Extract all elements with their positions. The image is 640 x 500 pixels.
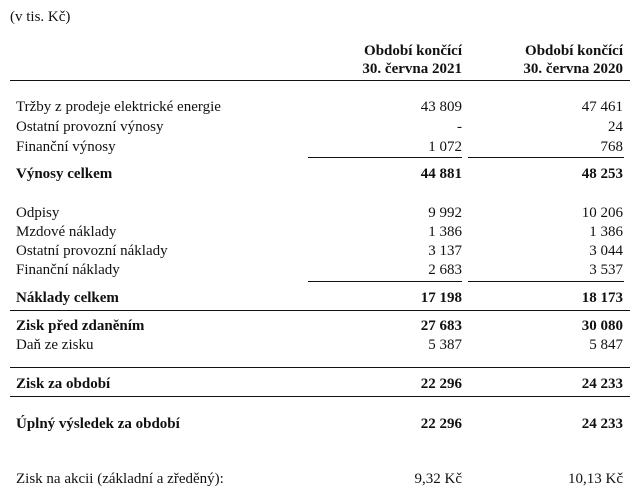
- total-row: [0, 164, 640, 184]
- table-row: [0, 335, 640, 355]
- total-row: [0, 288, 640, 308]
- row-label: Finanční výnosy: [16, 139, 116, 155]
- value-2020: 3 044: [589, 243, 623, 259]
- value-2021: 5 387: [428, 337, 462, 353]
- subtotal-rule-2021: [308, 157, 462, 158]
- table-row: [0, 260, 640, 280]
- table-row: [0, 97, 640, 117]
- value-2021: 9,32 Kč: [414, 471, 462, 487]
- table-row: [0, 137, 640, 157]
- header-rule: [10, 80, 630, 81]
- table-row: [0, 203, 640, 223]
- row-label: Zisk před zdaněním: [16, 318, 145, 334]
- column-header-line2: 30. června 2021: [362, 61, 462, 77]
- row-label: Ostatní provozní výnosy: [16, 119, 164, 135]
- column-header-2021: [302, 42, 462, 78]
- row-label: Tržby z prodeje elektrické energie: [16, 99, 221, 115]
- value-2020: 1 386: [589, 224, 623, 240]
- row-label: Daň ze zisku: [16, 337, 94, 353]
- value-2021: 1 072: [428, 139, 462, 155]
- value-2020: 47 461: [581, 99, 623, 115]
- total-row: [0, 316, 640, 336]
- row-label: Zisk za období: [16, 376, 111, 392]
- eps-row: [0, 469, 640, 489]
- value-2021: 17 198: [420, 290, 462, 306]
- row-label: Náklady celkem: [16, 290, 119, 306]
- row-label: Finanční náklady: [16, 262, 120, 278]
- value-2021: 27 683: [420, 318, 462, 334]
- value-2021: 9 992: [428, 205, 462, 221]
- row-label: Ostatní provozní náklady: [16, 243, 168, 259]
- value-2021: 44 881: [420, 166, 462, 182]
- total-row: [0, 414, 640, 434]
- table-row: [0, 117, 640, 137]
- row-label: Mzdové náklady: [16, 224, 117, 240]
- section-rule: [10, 367, 630, 368]
- row-label: Úplný výsledek za období: [16, 416, 180, 432]
- subtotal-rule-2020: [468, 157, 624, 158]
- value-2021: 2 683: [428, 262, 462, 278]
- column-header-2020: [463, 42, 623, 78]
- value-2020: 3 537: [589, 262, 623, 278]
- value-2021: 22 296: [420, 376, 462, 392]
- value-2020: 24 233: [581, 376, 623, 392]
- table-row: [0, 222, 640, 242]
- subtotal-rule-2020: [468, 281, 624, 282]
- value-2021: 43 809: [420, 99, 462, 115]
- value-2020: 18 173: [581, 290, 623, 306]
- total-row: [0, 374, 640, 394]
- subtotal-rule-2021: [308, 281, 462, 282]
- value-2020: 30 080: [581, 318, 623, 334]
- column-header-line1: Období končící: [364, 43, 462, 59]
- section-rule: [10, 310, 630, 311]
- table-row: [0, 241, 640, 261]
- value-2021: 1 386: [428, 224, 462, 240]
- row-label: Zisk na akcii (základní a zředěný):: [16, 471, 224, 487]
- value-2021: 22 296: [420, 416, 462, 432]
- value-2021: 3 137: [428, 243, 462, 259]
- row-label: Výnosy celkem: [16, 166, 113, 182]
- value-2020: 10 206: [581, 205, 623, 221]
- row-label: Odpisy: [16, 205, 60, 221]
- value-2020: 5 847: [589, 337, 623, 353]
- value-2020: 24 233: [581, 416, 623, 432]
- value-2020: 768: [600, 139, 623, 155]
- value-2020: 10,13 Kč: [568, 471, 623, 487]
- unit-label: (v tis. Kč): [10, 9, 71, 25]
- column-header-line2: 30. června 2020: [523, 61, 623, 77]
- column-header-line1: Období končící: [525, 43, 623, 59]
- section-rule: [10, 396, 630, 397]
- value-2020: 24: [608, 119, 623, 135]
- value-2021: -: [457, 119, 462, 135]
- value-2020: 48 253: [581, 166, 623, 182]
